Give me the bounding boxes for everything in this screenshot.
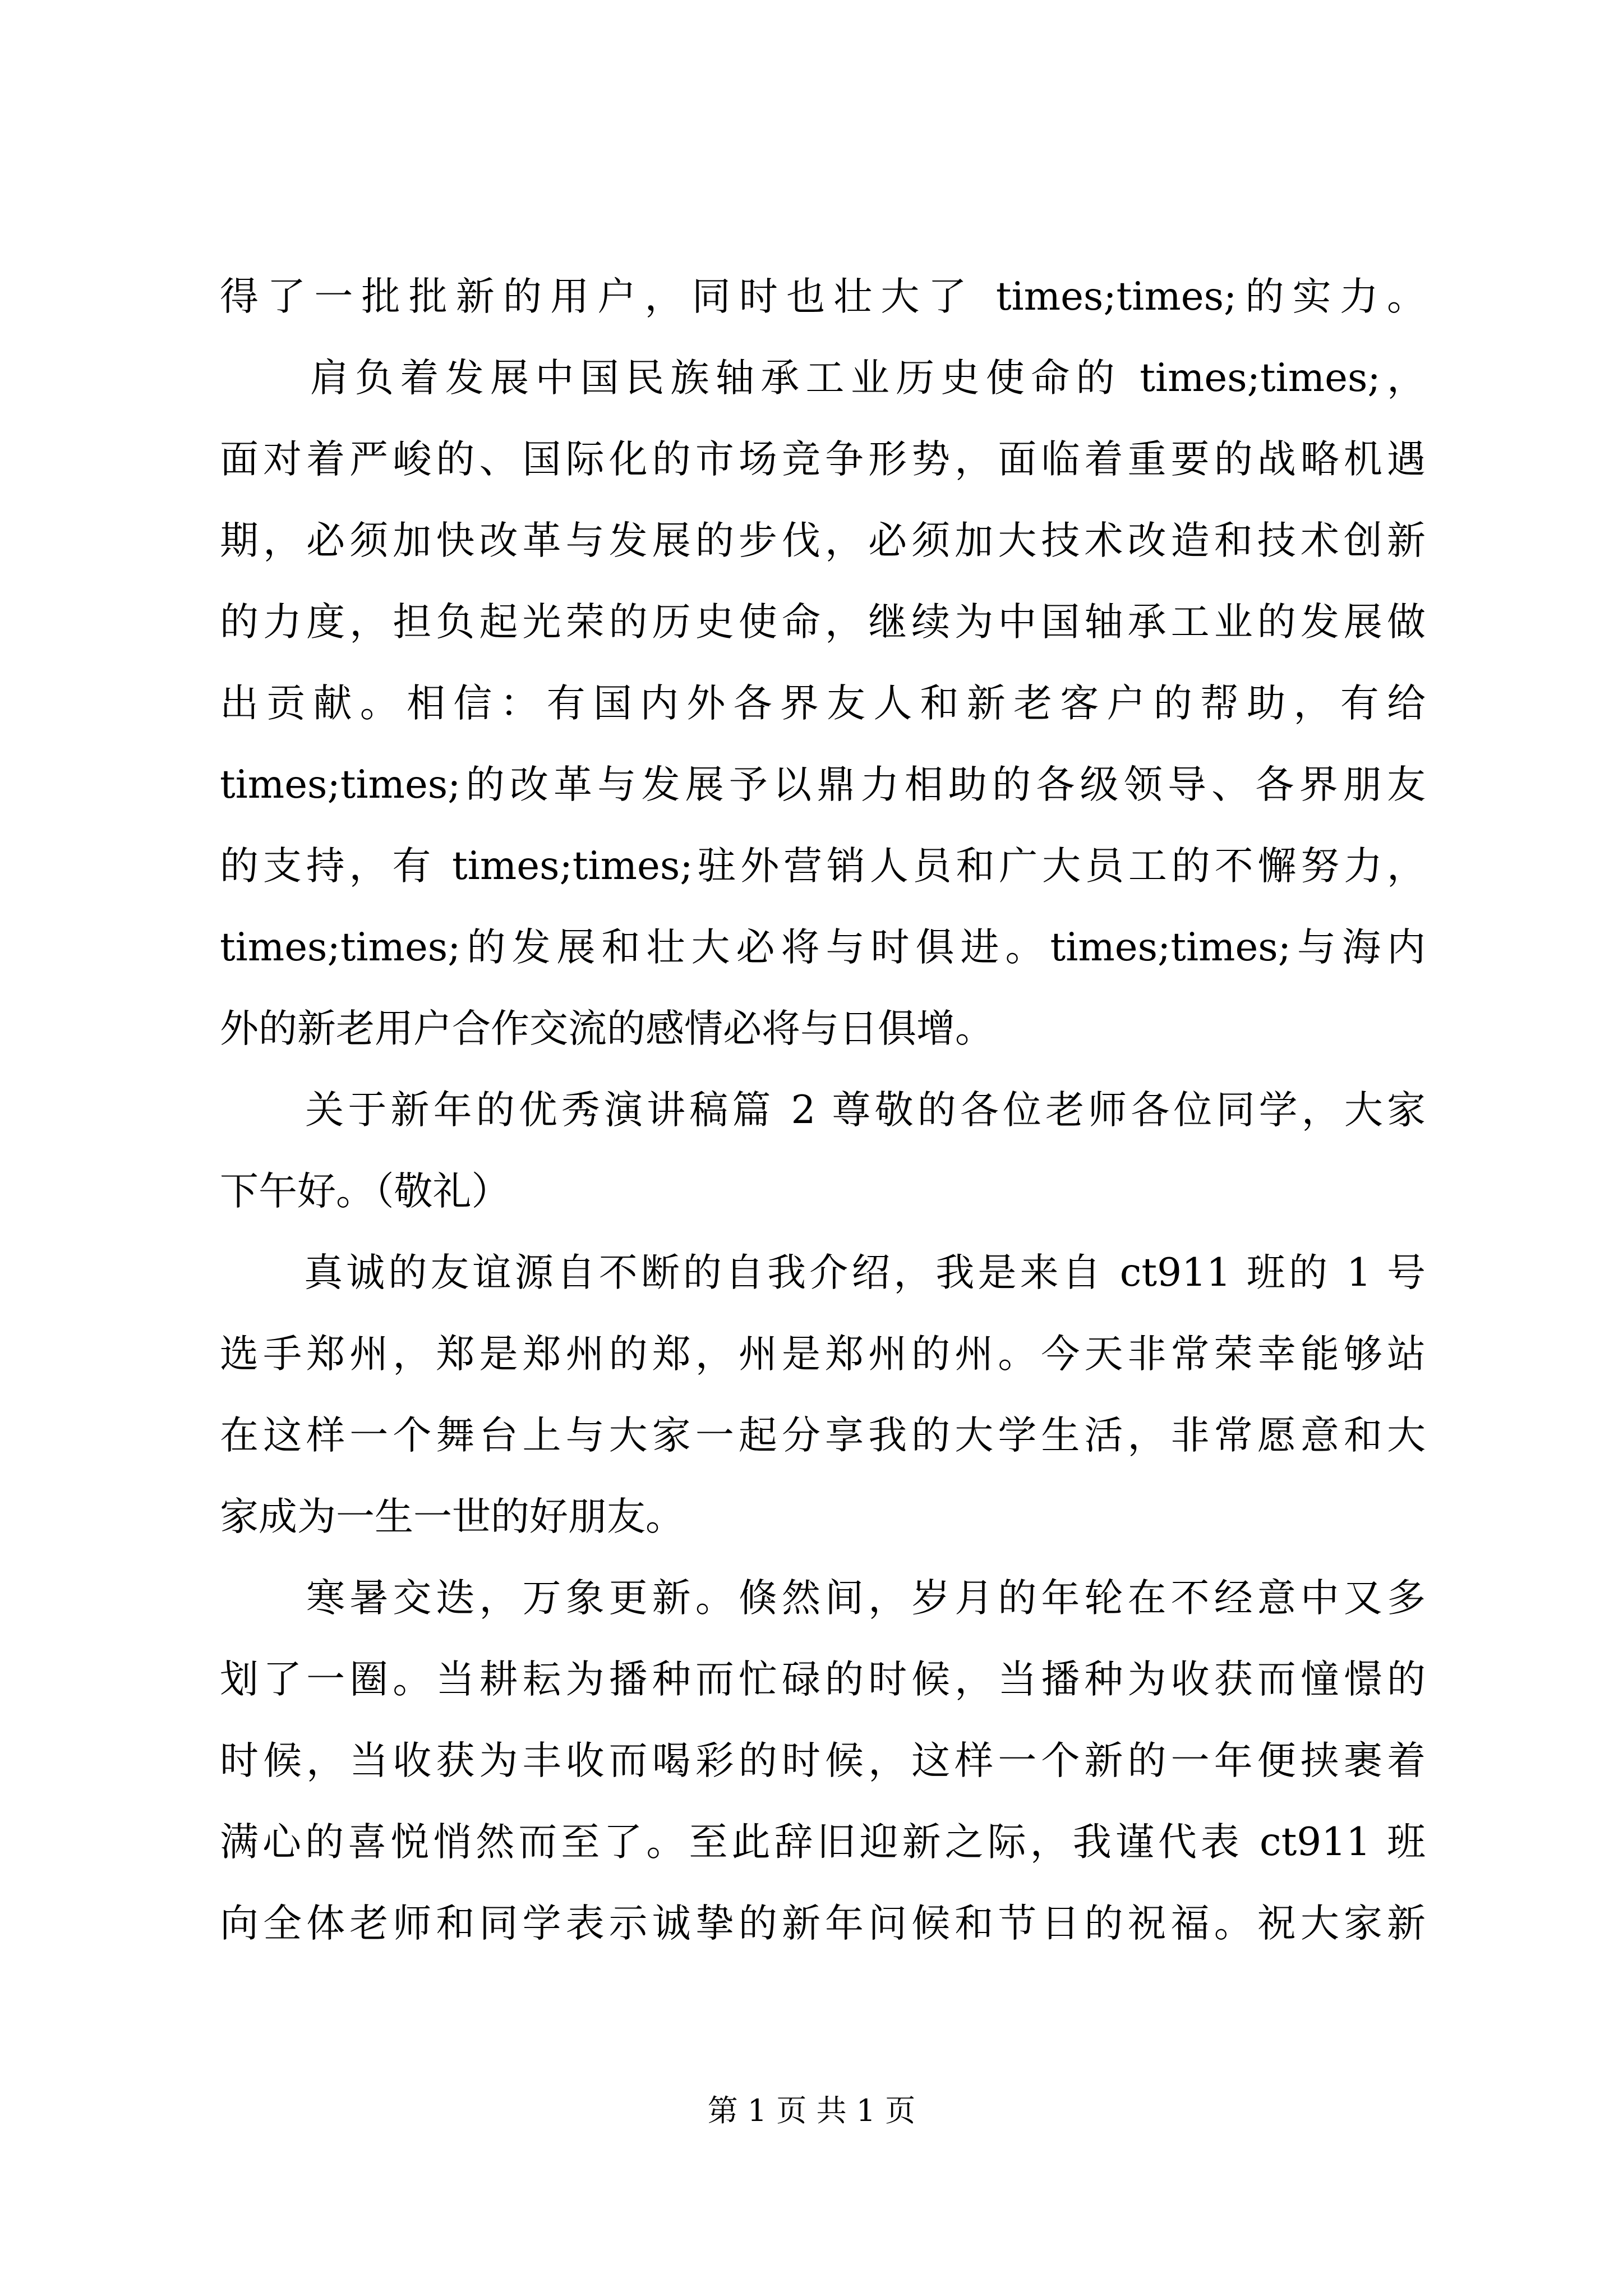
text-line: times;times;的发展和壮大必将与时俱进。times;times;与海内 <box>220 925 1426 970</box>
text-line: 划了一圈。当耕耘为播种而忙碌的时候，当播种为收获而憧憬的 <box>220 1657 1426 1702</box>
page-number-footer: 第 1 页 共 1 页 <box>707 2093 916 2128</box>
text-line: 的支持，有 times;times;驻外营销人员和广大员工的不懈努力， <box>220 844 1426 889</box>
text-line: 期，必须加快改革与发展的步伐，必须加大技术改造和技术创新 <box>220 518 1426 563</box>
text-line: 的力度，担负起光荣的历史使命，继续为中国轴承工业的发展做 <box>220 600 1426 645</box>
text-line: 满心的喜悦悄然而至了。至此辞旧迎新之际，我谨代表 ct911 班 <box>220 1820 1426 1865</box>
text-line: times;times;的改革与发展予以鼎力相助的各级领导、各界朋友 <box>220 762 1426 807</box>
text-line: 下午好。（敬礼） <box>220 1169 510 1214</box>
text-line: 选手郑州，郑是郑州的郑，州是郑州的州。今天非常荣幸能够站 <box>220 1332 1426 1377</box>
text-line: 寒暑交迭，万象更新。倏然间，岁月的年轮在不经意中又多 <box>220 1576 1426 1621</box>
text-line: 家成为一生一世的好朋友。 <box>220 1494 684 1539</box>
text-line: 真诚的友谊源自不断的自我介绍，我是来自 ct911 班的 1 号 <box>220 1250 1426 1295</box>
text-line: 得了一批批新的用户，同时也壮大了 times;times;的实力。 <box>220 274 1426 319</box>
text-line: 时候，当收获为丰收而喝彩的时候，这样一个新的一年便挟裹着 <box>220 1738 1426 1783</box>
text-line: 在这样一个舞台上与大家一起分享我的大学生活，非常愿意和大 <box>220 1413 1426 1458</box>
text-line: 外的新老用户合作交流的感情必将与日俱增。 <box>220 1006 994 1051</box>
text-line: 向全体老师和同学表示诚挚的新年问候和节日的祝福。祝大家新 <box>220 1901 1426 1946</box>
text-line: 面对着严峻的、国际化的市场竞争形势，面临着重要的战略机遇 <box>220 437 1426 482</box>
text-line: 关于新年的优秀演讲稿篇 2 尊敬的各位老师各位同学，大家 <box>220 1088 1426 1133</box>
text-line: 出贡献。相信：有国内外各界友人和新老客户的帮助，有给 <box>220 681 1426 726</box>
text-line: 肩负着发展中国民族轴承工业历史使命的 times;times;， <box>220 356 1426 401</box>
document-body <box>220 256 1426 1964</box>
